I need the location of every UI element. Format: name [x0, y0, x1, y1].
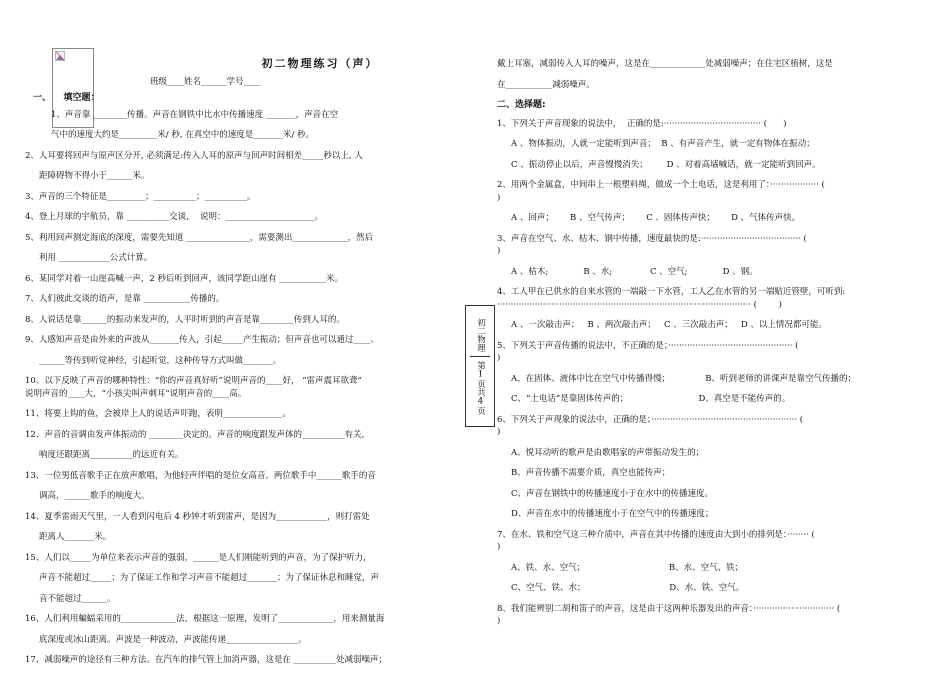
question-line: ______等传到听觉神经，引起听觉，这种传导方式叫做_______。 — [39, 355, 282, 366]
question-line: 距离人_______米。 — [39, 532, 112, 542]
question-line: 3、声音在空气、水、枯木、钢中传播，速度最快的是:····································· ( — [497, 233, 807, 244]
option-line: C 、振动停止以后，声音慢慢消失； D 、对着高墙喊话，就一定能听到回声。 — [511, 159, 821, 170]
question-line: 响度还跟距离__________的远近有关。 — [39, 450, 184, 460]
option-line: C、声音在钢铁中的传播速度小于在水中的传播速度。 — [511, 488, 714, 499]
question-line: 8、人说话是靠______的振动来发声的，人平时听到的声音是靠________传到人耳的。 — [25, 314, 345, 325]
question-line: 3、声音的三个特征是_________；__________；__________。 — [25, 191, 256, 202]
question-line: ) — [497, 353, 501, 363]
question-line: 10、以下反映了声音的哪种特性：“你的声音真好听”说明声音的____好， “雷声震耳欲聋” — [25, 376, 362, 386]
question-line: 5、利用回声测定海底的深度，需要先知道 _______________，需要测出_____________，然后 — [25, 232, 374, 243]
question-line: ) — [497, 246, 501, 256]
question-line: 8、我们能辨别二胡和笛子的声音，这是由于这两种乐器发出的声音：······························ ( — [497, 603, 841, 614]
question-line: 16、人们利用蝙蝠采用的_____________法，根据这一原理，发明了_____________，用来测量海 — [25, 614, 385, 624]
section-heading-choice: 二、选择题: — [497, 100, 546, 110]
question-line: 6、下列关于声现象的说法中，正确的是；······················································ ( — [497, 414, 804, 425]
question-line: 在___________减弱噪声。 — [497, 79, 595, 90]
question-line: ) — [497, 427, 501, 437]
question-line: 4、工人甲在已供水的自来水管的一端敲一下水管，工人乙在水管的另一端贴近管壁，可听到: — [497, 287, 846, 297]
question-line: 6、某同学对着一山崖高喊一声，2 秒后听到回声，该同学距山崖有 ___________米。 — [25, 273, 343, 284]
question-line: 利用 ____________公式计算。 — [39, 253, 153, 263]
option-line: A 、回声； B 、空气传声； C 、固体传声快； D 、气体传声快。 — [511, 213, 801, 223]
question-line: 距障碍物不得小于______米。 — [39, 171, 150, 181]
option-line: A 、一次敲击声； B 、两次敲击声； C 、三次敲击声； D 、以上情况都可能。 — [511, 320, 827, 330]
question-line: 14、夏季雷雨天气里，一人看到闪电后 4 秒钟才听到雷声，是因为____________，则打雷处 — [25, 511, 370, 522]
question-line: 调高，______歌手的响度大。 — [39, 491, 150, 501]
question-line: 7、人们彼此交谈的语声，是靠 ___________传播的。 — [25, 294, 225, 304]
option-line: B、声音传播不需要介质，真空也能传声； — [511, 468, 671, 478]
question-line: 气中的速度大约是_________米/ 秒, 在真空中的速度是_______米/ 秒。 — [51, 130, 315, 140]
question-line: ) — [497, 616, 501, 626]
question-line: 戴上耳塞，减弱传入人耳的噪声，这是在_____________处减弱噪声；在住宅区植树，这是 — [497, 59, 833, 69]
question-line: 2、用两个金属盒，中间串上一根塑料绳，做成一个土电话，这是利用了：·················· ( — [497, 180, 825, 190]
option-line: A、悦耳动听的歌声是由歌唱家的声带振动发生的； — [511, 447, 705, 458]
question-line: 说明声音的____大，“小孩尖叫声刺耳”说明声音的____高。 — [25, 388, 247, 399]
option-line: C、“土电话”是靠固体传声的； D、真空是不能传声的。 — [511, 394, 791, 404]
question-line: 5、下列关于声音传播的说法中，不正确的是；·············································· ( — [497, 340, 799, 351]
option-line: C、空气、铁、水； D、水、铁、空气。 — [511, 583, 745, 593]
question-line: 音不能超过______。 — [39, 593, 116, 604]
question-line: 7、在水、铁和空气这三种介质中，声音在其中传播的速度由大到小的排列是：········ ( — [497, 529, 815, 540]
question-line: 1、声音靠 ________传播。声音在钢铁中比水中传播速度 _______，声音在空 — [51, 109, 339, 120]
question-line: 17、减弱噪声的途径有三种方法。在汽车的排气管上加消声器，这是在 __________处减弱噪声； — [25, 655, 388, 665]
option-line: A 、枯木; B 、水; C 、空气; D 、钢。 — [511, 266, 758, 277]
question-line: 声音不能超过_____；为了保证工作和学习声音不能超过_______；为了保证休息和睡觉，声 — [39, 573, 380, 583]
side-subject-label: 初二物理 — [475, 317, 486, 352]
option-line: A、铁、水、空气； B、水、空气、铁； — [511, 562, 744, 573]
student-info-line: 班级____姓名______学号____ — [150, 77, 261, 87]
question-line: 13、一位男低音歌手正在放声歌唱，为他轻声伴唱的是位女高音。两位歌手中______歌手的音 — [25, 470, 376, 481]
side-page-label: 第1页共4页 — [475, 360, 486, 415]
question-line: ······························································································ ( ) — [497, 299, 782, 310]
question-line: 12、声音的音调由发声体振动的 ________决定的。声音的响度跟发声体的__________有关， — [25, 429, 371, 440]
left-column — [25, 52, 460, 667]
right-column — [497, 58, 917, 628]
option-line: D、声音在水中的传播速度小于在空气中的传播速度； — [511, 509, 714, 519]
question-line: 9、人感知声音是由外来的声波从_______传入，引起_____产生振动；但声音也可以通过____、 — [25, 335, 379, 345]
option-line: A 、物体振动，人就一定能听到声音； B 、有声音产生，就一定有物体在振动； — [511, 139, 815, 149]
option-line: A、在固体、液体中比在空气中传播得慢； B、听到老师的讲课声是靠空气传播的； — [511, 373, 857, 384]
question-line: ) — [497, 542, 501, 552]
question-line: 1、下列关于声音现象的说法中， 正确的是:···································· ( ) — [497, 118, 787, 129]
page-side-label — [465, 305, 495, 427]
side-divider — [470, 356, 490, 357]
question-line: 11、将要上钩的鱼，会被岸上人的说话声吓跑，表明______________。 — [25, 409, 291, 419]
question-line: 底深度或冰山距离。声波是一种波动，声波能传递_________________。 — [39, 634, 307, 645]
question-line: 4、登上月球的宇航员，靠 __________交谈， 说明：_____________________。 — [25, 212, 324, 222]
question-line: 15、人们以_____为单位来表示声音的强弱，______是人们刚能听到的声音，为了保护听力， — [25, 552, 372, 563]
page-title: 初二物理练习（声） — [261, 57, 379, 70]
section-heading-fill: 一、 填空题： — [33, 93, 100, 103]
question-line: 2、人耳要将回声与原声区分开, 必须满足:传入人耳的原声与回声时间相差_____秒以上, 人 — [25, 150, 363, 161]
question-line: ) — [497, 192, 501, 203]
